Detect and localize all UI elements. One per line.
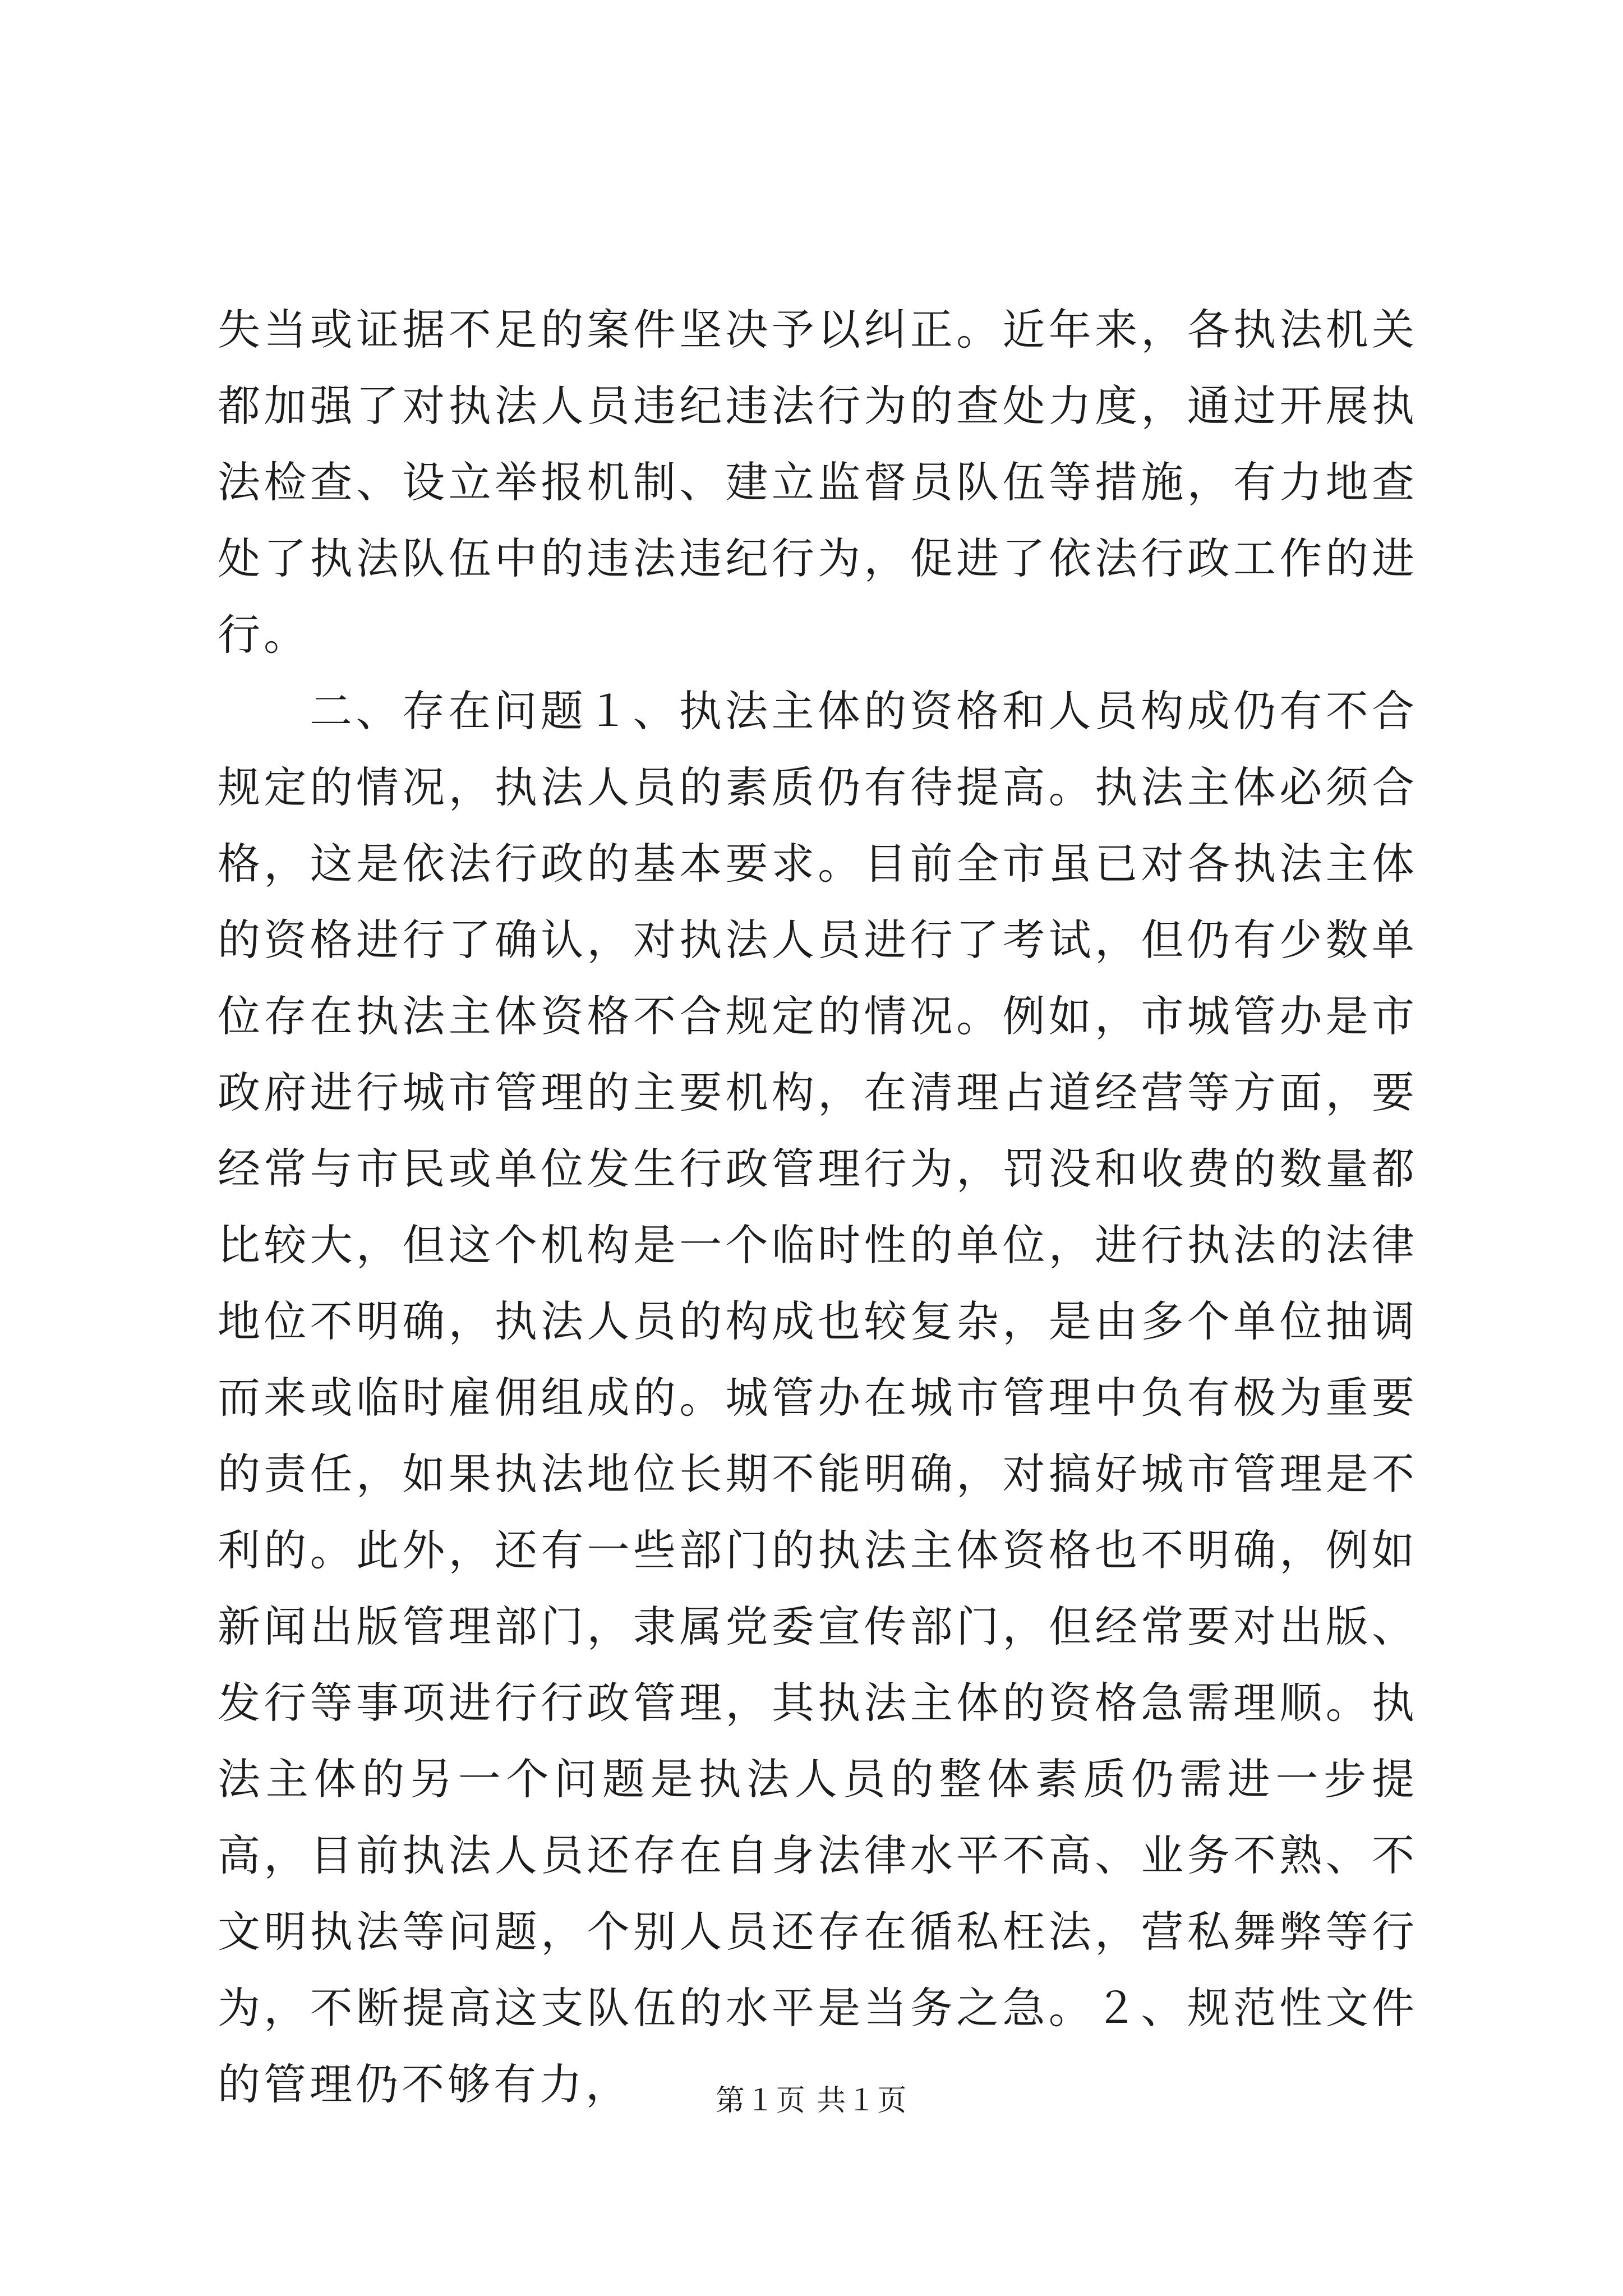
document-body [218,292,1418,2123]
page-footer: 第１页 共１页 [715,2084,908,2118]
paragraph-1: 失当或证据不足的案件坚决予以纠正。近年来，各执法机关都加强了对执法人员违纪违法行为的查处力度，通过开展执法检查、设立举报机制、建立监督员队伍等措施，有力地查处了执法队伍中的违法违纪行为，促进了依法行政工作的进行。 [218,305,1418,660]
paragraph-2: 二、存在问题１、执法主体的资格和人员构成仍有不合规定的情况，执法人员的素质仍有待提高。执法主体必须合格，这是依法行政的基本要求。目前全市虽已对各执法主体的资格进行了确认，对执法人员进行了考试，但仍有少数单位存在执法主体资格不合规定的情况。例如，市城管办是市政府进行城市管理的主要机构，在清理占道经营等方面，要经常与市民或单位发生行政管理行为，罚没和收费的数量都比较大，但这个机构是一个临时性的单位，进行执法的法律地位不明确，执法人员的构成也较复杂，是由多个单位抽调而来或临时雇佣组成的。城管办在城市管理中负有极为重要的责任，如果执法地位长期不能明确，对搞好城市管理是不利的。此外，还有一些部门的执法主体资格也不明确，例如新闻出版管理部门，隶属党委宣传部门，但经常要对出版、发行等事项进行行政管理，其执法主体的资格急需理顺。执法主体的另一个问题是执法人员的整体素质仍需进一步提高，目前执法人员还存在自身法律水平不高、业务不熟、不文明执法等问题，个别人员还存在循私枉法，营私舞弊等行为，不断提高这支队伍的水平是当务之急。２、规范性文件的管理仍不够有力， [218,686,1418,2109]
